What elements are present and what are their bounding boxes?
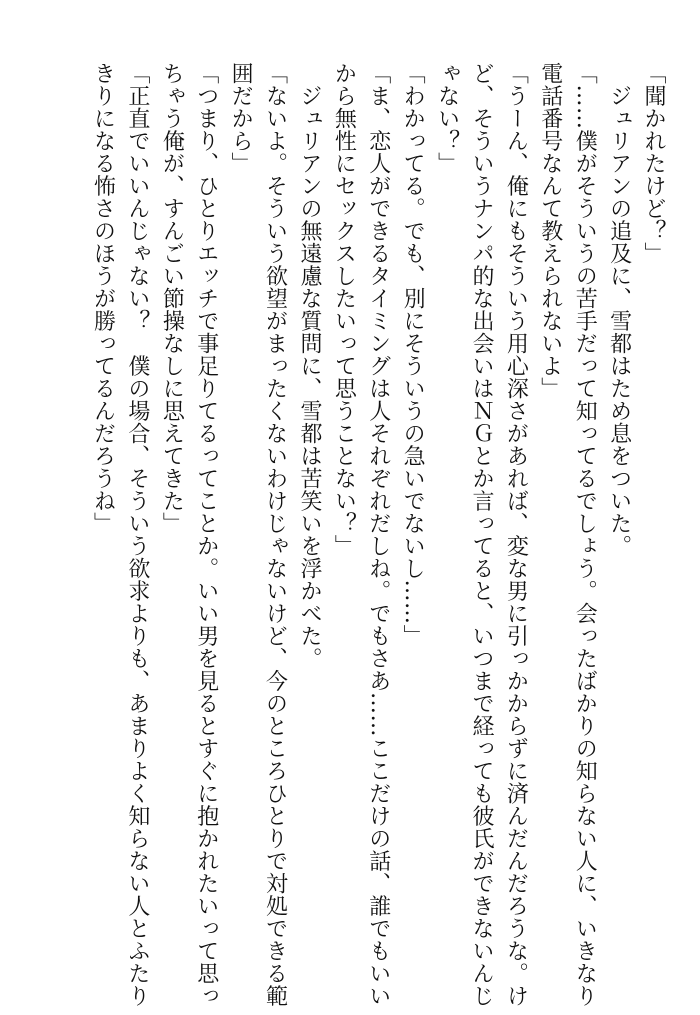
text-line: 「……僕がそういうの苦手だって知ってるでしょう。会ったばかりの知らない人に、いきなり [572,62,598,1007]
text-line: 「つまり、ひとりエッチで事足りてるってことか。いい男を見るとすぐに抱かれたいって思っ [193,62,219,1007]
text-line: 囲だから」 [228,62,254,175]
text-line: ジュリアンの無遠慮な質問に、雪都は苦笑いを浮かべた。 [296,62,322,670]
text-line: 電話番号なんて教えられないよ」 [537,62,563,400]
text-line: 「うーん、俺にもそういう用心深さがあれば、変な男に引っかからずに済んだんだろうな。け [503,62,529,1007]
text-line: ど、そういうナンパ的な出会いはＮＧとか言ってると、いつまで経っても彼氏ができないんじ [468,62,494,1007]
text-line: 「聞かれたけど？」 [641,62,666,265]
text-line: きりになる怖さのほうが勝ってるんだろうね」 [90,62,116,535]
text-line: 「正直でいいんじゃない？ 僕の場合、そういう欲求よりも、あまりよく知らない人とふたり [124,62,150,1007]
text-line: ちゃう俺が、すんごい節操なしに思えてきた」 [159,62,185,535]
text-line: 「わかってる。でも、別にそういうの急いでないし……」 [400,62,426,647]
vertical-text-body [85,62,670,1007]
text-line: 「ないよ。そういう欲望がまったくないわけじゃないけど、今のところひとりで対処できる範 [262,62,288,1007]
text-line: 「ま、恋人ができるタイミングは人それぞれだしね。でもさあ……ここだけの話、誰でもいい [365,62,391,1007]
text-line: から無性にセックスしたいって思うことない？」 [331,62,357,557]
text-line: ジュリアンの追及に、雪都はため息をついた。 [606,62,632,557]
text-line: ゃない？」 [434,62,460,175]
